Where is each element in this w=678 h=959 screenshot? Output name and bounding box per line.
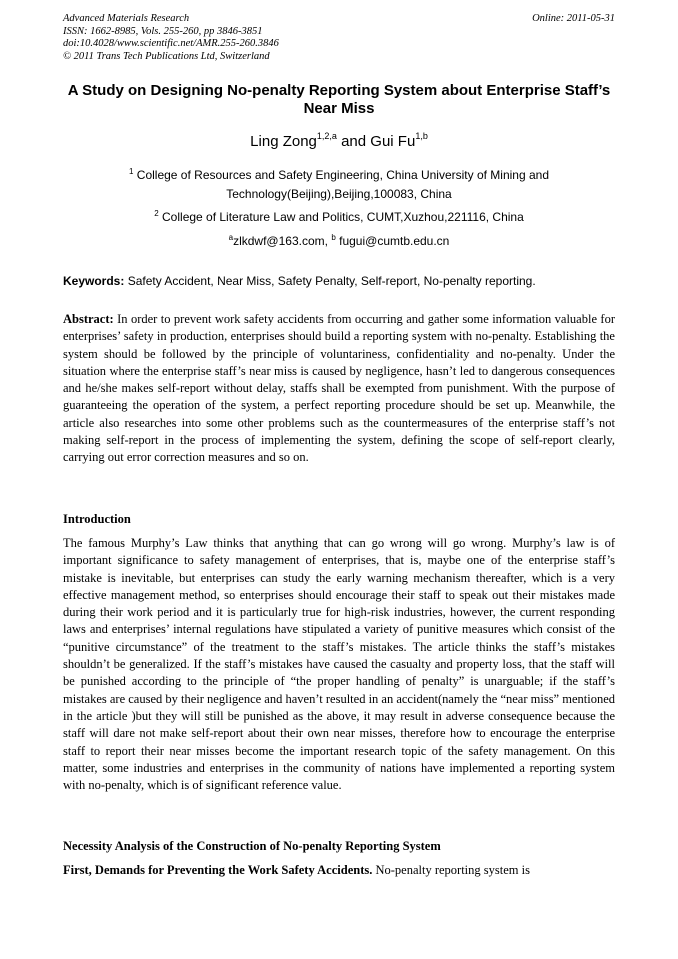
- email-2-marker: b: [331, 233, 336, 242]
- journal-issn: ISSN: 1662-8985, Vols. 255-260, pp 3846-3851: [63, 25, 263, 37]
- keywords-label: Keywords:: [63, 274, 125, 288]
- necessity-lead: First, Demands for Preventing the Work Safety Accidents.: [63, 863, 373, 877]
- email-1-marker: a: [228, 233, 234, 242]
- necessity-heading: Necessity Analysis of the Construction of No-penalty Reporting System: [63, 839, 441, 853]
- email-1: zlkdwf@163.com,: [233, 234, 328, 248]
- keywords-text: Safety Accident, Near Miss, Safety Penalty, Self-report, No-penalty reporting.: [127, 274, 536, 288]
- journal-copyright: © 2011 Trans Tech Publications Ltd, Switzerland: [63, 50, 270, 62]
- affiliation-1: [80, 166, 598, 204]
- author-line: [60, 132, 618, 152]
- introduction-heading: Introduction: [63, 512, 131, 526]
- journal-name: Advanced Materials Research: [63, 13, 190, 24]
- abstract: [63, 311, 615, 467]
- affiliation-2-marker: 2: [154, 209, 159, 218]
- introduction-paragraph: The famous Murphy’s Law thinks that anything that can go wrong will go wrong. Murphy’s law is of important significance to safety management of enterprises, that is, maybe one of the enterprise staff’s mistake is inevitable, but enterprises can study the early warning mechanism thereafter, which is a very effective management method, so enterprises should encourage their staff to speak out their mistakes made during their work period and it is particularly true for high-risk industries, however, the current responding laws and enterprises’ internal regulations have stipulated a variety of punitive measures which consist of the “punitive circumstance” of the treatment to the staff’s mistakes. The article thinks the staff’s mistakes shouldn’t be generalized. If the staff’s mistakes have caused the casualty and property loss, that the staff will be punished according to the principle of “the proper handling of penalty” is unarguable; if the staff’s mistakes are caused by their negligence and haven’t resulted in an accident(namely the “near miss” mentioned in the article )but they will still be punished as the above, it may result in adverse consequence because the staff will dare not make self-report about their own near misses, therefore how to encourage the enterprise staff to report their near misses become the important research topic of the safety management. On this matter, some industries and enterprises in the community of nations have implemented a reporting system with no-penalty, which is of significant reference value.: [63, 536, 615, 793]
- journal-header: [63, 13, 615, 63]
- affiliation-1-text: College of Resources and Safety Engineering, China University of Mining and Technology(Beijing),Beijing,100083, China: [136, 168, 550, 201]
- necessity-paragraph: [63, 862, 615, 879]
- keywords: [63, 272, 615, 290]
- author-2-affiliation-marker: 1,b: [415, 131, 428, 141]
- author-1-name: Ling Zong: [250, 133, 317, 150]
- affiliation-1-marker: 1: [128, 167, 134, 176]
- journal-doi: doi:10.4028/www.scientific.net/AMR.255-260.3846: [63, 38, 279, 49]
- email-2: fugui@cumtb.edu.cn: [339, 234, 450, 248]
- affiliation-2-text: College of Literature Law and Politics, CUMT,Xuzhou,221116, China: [162, 210, 524, 224]
- affiliation-2: [80, 208, 598, 227]
- necessity-text: No-penalty reporting system is: [375, 863, 530, 877]
- abstract-text: In order to prevent work safety accidents from occurring and gather some information valuable for enterprises’ safety in production, enterprises should build a reporting system with no-penalty. Establishing the system should be followed by the principle of voluntariness, confidentiality and no-penalty. Under the situation where the enterprise staff’s near miss is caused by negligence, hasn’t led to dangerous consequences and he/she makes self-report without delay, staffs shall be exempted from punishment. With the purpose of guaranteeing the operation of the system, a perfect reporting procedure should be set up. Meanwhile, the article also researches into some other problems such as the countermeasures of the enterprise staff’s not making self-report in the process of implementing the system, defining the scope of self-report clearly, carrying out error correction measures and so on.: [63, 312, 615, 465]
- author-2-name: Gui Fu: [370, 133, 416, 150]
- abstract-label: Abstract:: [63, 312, 114, 326]
- author-emails: [80, 232, 598, 251]
- paper-title: A Study on Designing No-penalty Reporting System about Enterprise Staff’s Near Miss: [67, 82, 611, 117]
- author-joiner: and: [341, 133, 367, 150]
- author-1-affiliation-marker: 1,2,a: [316, 131, 337, 141]
- online-date: Online: 2011-05-31: [532, 13, 615, 24]
